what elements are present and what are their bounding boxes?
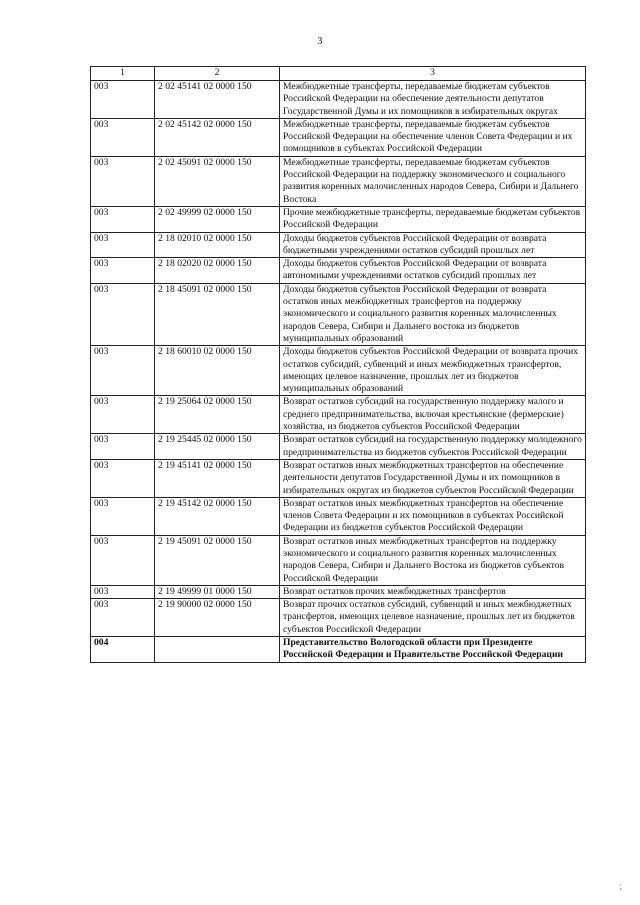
admin-code-cell: 003 [91, 599, 155, 637]
budget-revenue-table [90, 66, 586, 663]
revenue-name-cell: Возврат остатков иных межбюджетных трансфертов на обеспечение деятельности депутатов Государственной Думы и их помощников в избирательных округах из бюджетов субъектов Российской Федерации [280, 459, 586, 497]
table-row [91, 535, 586, 585]
revenue-name-cell: Возврат остатков субсидий на государственную поддержку малого и среднего предпринимательства, включая крестьянские (фермерские) хозяйства, из бюджетов субъектов Российской Федерации [280, 396, 586, 434]
revenue-code-cell: 2 19 45142 02 0000 150 [155, 497, 280, 535]
table-row [91, 156, 586, 206]
revenue-code-cell: 2 19 45141 02 0000 150 [155, 459, 280, 497]
admin-code-cell: 003 [91, 81, 155, 119]
admin-code-cell: 003 [91, 497, 155, 535]
revenue-code-cell: 2 18 60010 02 0000 150 [155, 346, 280, 396]
revenue-code-cell: 2 19 25064 02 0000 150 [155, 396, 280, 434]
table-header-row [91, 67, 586, 81]
revenue-name-cell: Доходы бюджетов субъектов Российской Федерации от возврата бюджетными учреждениями остатков субсидий прошлых лет [280, 232, 586, 258]
table-row [91, 258, 586, 284]
page-number: 3 [317, 36, 323, 47]
admin-code-cell: 003 [91, 156, 155, 206]
revenue-name-cell: Межбюджетные трансферты, передаваемые бюджетам субъектов Российской Федерации на обеспечение деятельности депутатов Государственной Думы и их помощников в избирательных округах [280, 81, 586, 119]
admin-code-cell: 003 [91, 585, 155, 598]
corner-mark: ; [619, 881, 622, 891]
revenue-name-cell: Доходы бюджетов субъектов Российской Федерации от возврата остатков иных межбюджетных трансфертов на поддержку экономического и социального развития коренных малочисленных народов Севера, Сибири и Дальнего востока из бюджетов муниципальных образований [280, 283, 586, 345]
revenue-code-cell: 2 02 45141 02 0000 150 [155, 81, 280, 119]
revenue-name-cell: Межбюджетные трансферты, передаваемые бюджетам субъектов Российской Федерации на обеспечение членов Совета Федерации и их помощников в субъектах Российской Федерации [280, 118, 586, 156]
table-row [91, 283, 586, 345]
admin-code-cell: 004 [91, 637, 155, 663]
admin-code-cell: 003 [91, 232, 155, 258]
admin-code-cell: 003 [91, 535, 155, 585]
revenue-name-cell: Прочие межбюджетные трансферты, передаваемые бюджетам субъектов Российской Федерации [280, 206, 586, 232]
admin-code-cell: 003 [91, 346, 155, 396]
revenue-name-cell: Доходы бюджетов субъектов Российской Федерации от возврата прочих остатков субсидий, субвенций и иных межбюджетных трансфертов, имеющих целевое назначение, прошлых лет из бюджетов муниципальных образований [280, 346, 586, 396]
table-row [91, 497, 586, 535]
table-row [91, 585, 586, 598]
admin-code-cell: 003 [91, 258, 155, 284]
admin-code-cell: 003 [91, 283, 155, 345]
admin-code-cell: 003 [91, 434, 155, 460]
revenue-code-cell: 2 18 02020 02 0000 150 [155, 258, 280, 284]
revenue-name-cell: Возврат остатков прочих межбюджетных трансфертов [280, 585, 586, 598]
table-row [91, 434, 586, 460]
table-row [91, 637, 586, 663]
revenue-name-cell: Возврат остатков иных межбюджетных трансфертов на обеспечение членов Совета Федерации и их помощников в субъектах Российской Федерации из бюджетов субъектов Российской Федерации [280, 497, 586, 535]
table-row [91, 206, 586, 232]
admin-code-cell: 003 [91, 459, 155, 497]
table-row [91, 599, 586, 637]
revenue-name-cell: Возврат остатков иных межбюджетных трансфертов на поддержку экономического и социального развития коренных малочисленных народов Севера, Сибири и Дальнего Востока из бюджетов субъектов Российской Федерации [280, 535, 586, 585]
revenue-code-cell: 2 02 45142 02 0000 150 [155, 118, 280, 156]
revenue-name-cell: Доходы бюджетов субъектов Российской Федерации от возврата автономными учреждениями остатков субсидий прошлых лет [280, 258, 586, 284]
table-row [91, 459, 586, 497]
column-header-2: 2 [155, 67, 280, 81]
revenue-name-cell: Межбюджетные трансферты, передаваемые бюджетам субъектов Российской Федерации на поддержку экономического и социального развития коренных малочисленных народов Севера, Сибири и Дальнего Востока [280, 156, 586, 206]
revenue-code-cell: 2 19 25445 02 0000 150 [155, 434, 280, 460]
table-row [91, 346, 586, 396]
column-header-1: 1 [91, 67, 155, 81]
revenue-code-cell: 2 18 02010 02 0000 150 [155, 232, 280, 258]
revenue-name-cell: Возврат остатков субсидий на государственную поддержку молодежного предпринимательства из бюджетов субъектов Российской Федерации [280, 434, 586, 460]
revenue-code-cell: 2 02 49999 02 0000 150 [155, 206, 280, 232]
table-row [91, 232, 586, 258]
revenue-name-cell: Возврат прочих остатков субсидий, субвенций и иных межбюджетных трансфертов, имеющих целевое назначение, прошлых лет из бюджетов субъектов Российской Федерации [280, 599, 586, 637]
table-row [91, 81, 586, 119]
revenue-code-cell: 2 02 45091 02 0000 150 [155, 156, 280, 206]
revenue-code-cell: 2 18 45091 02 0000 150 [155, 283, 280, 345]
table-row [91, 118, 586, 156]
column-header-3: 3 [280, 67, 586, 81]
revenue-code-cell: 2 19 49999 01 0000 150 [155, 585, 280, 598]
revenue-name-cell: Представительство Вологодской области при Президенте Российской Федерации и Правительстве Российской Федерации [280, 637, 586, 663]
admin-code-cell: 003 [91, 396, 155, 434]
admin-code-cell: 003 [91, 118, 155, 156]
revenue-code-cell: 2 19 45091 02 0000 150 [155, 535, 280, 585]
revenue-code-cell [155, 637, 280, 663]
revenue-code-cell: 2 19 90000 02 0000 150 [155, 599, 280, 637]
table-row [91, 396, 586, 434]
admin-code-cell: 003 [91, 206, 155, 232]
